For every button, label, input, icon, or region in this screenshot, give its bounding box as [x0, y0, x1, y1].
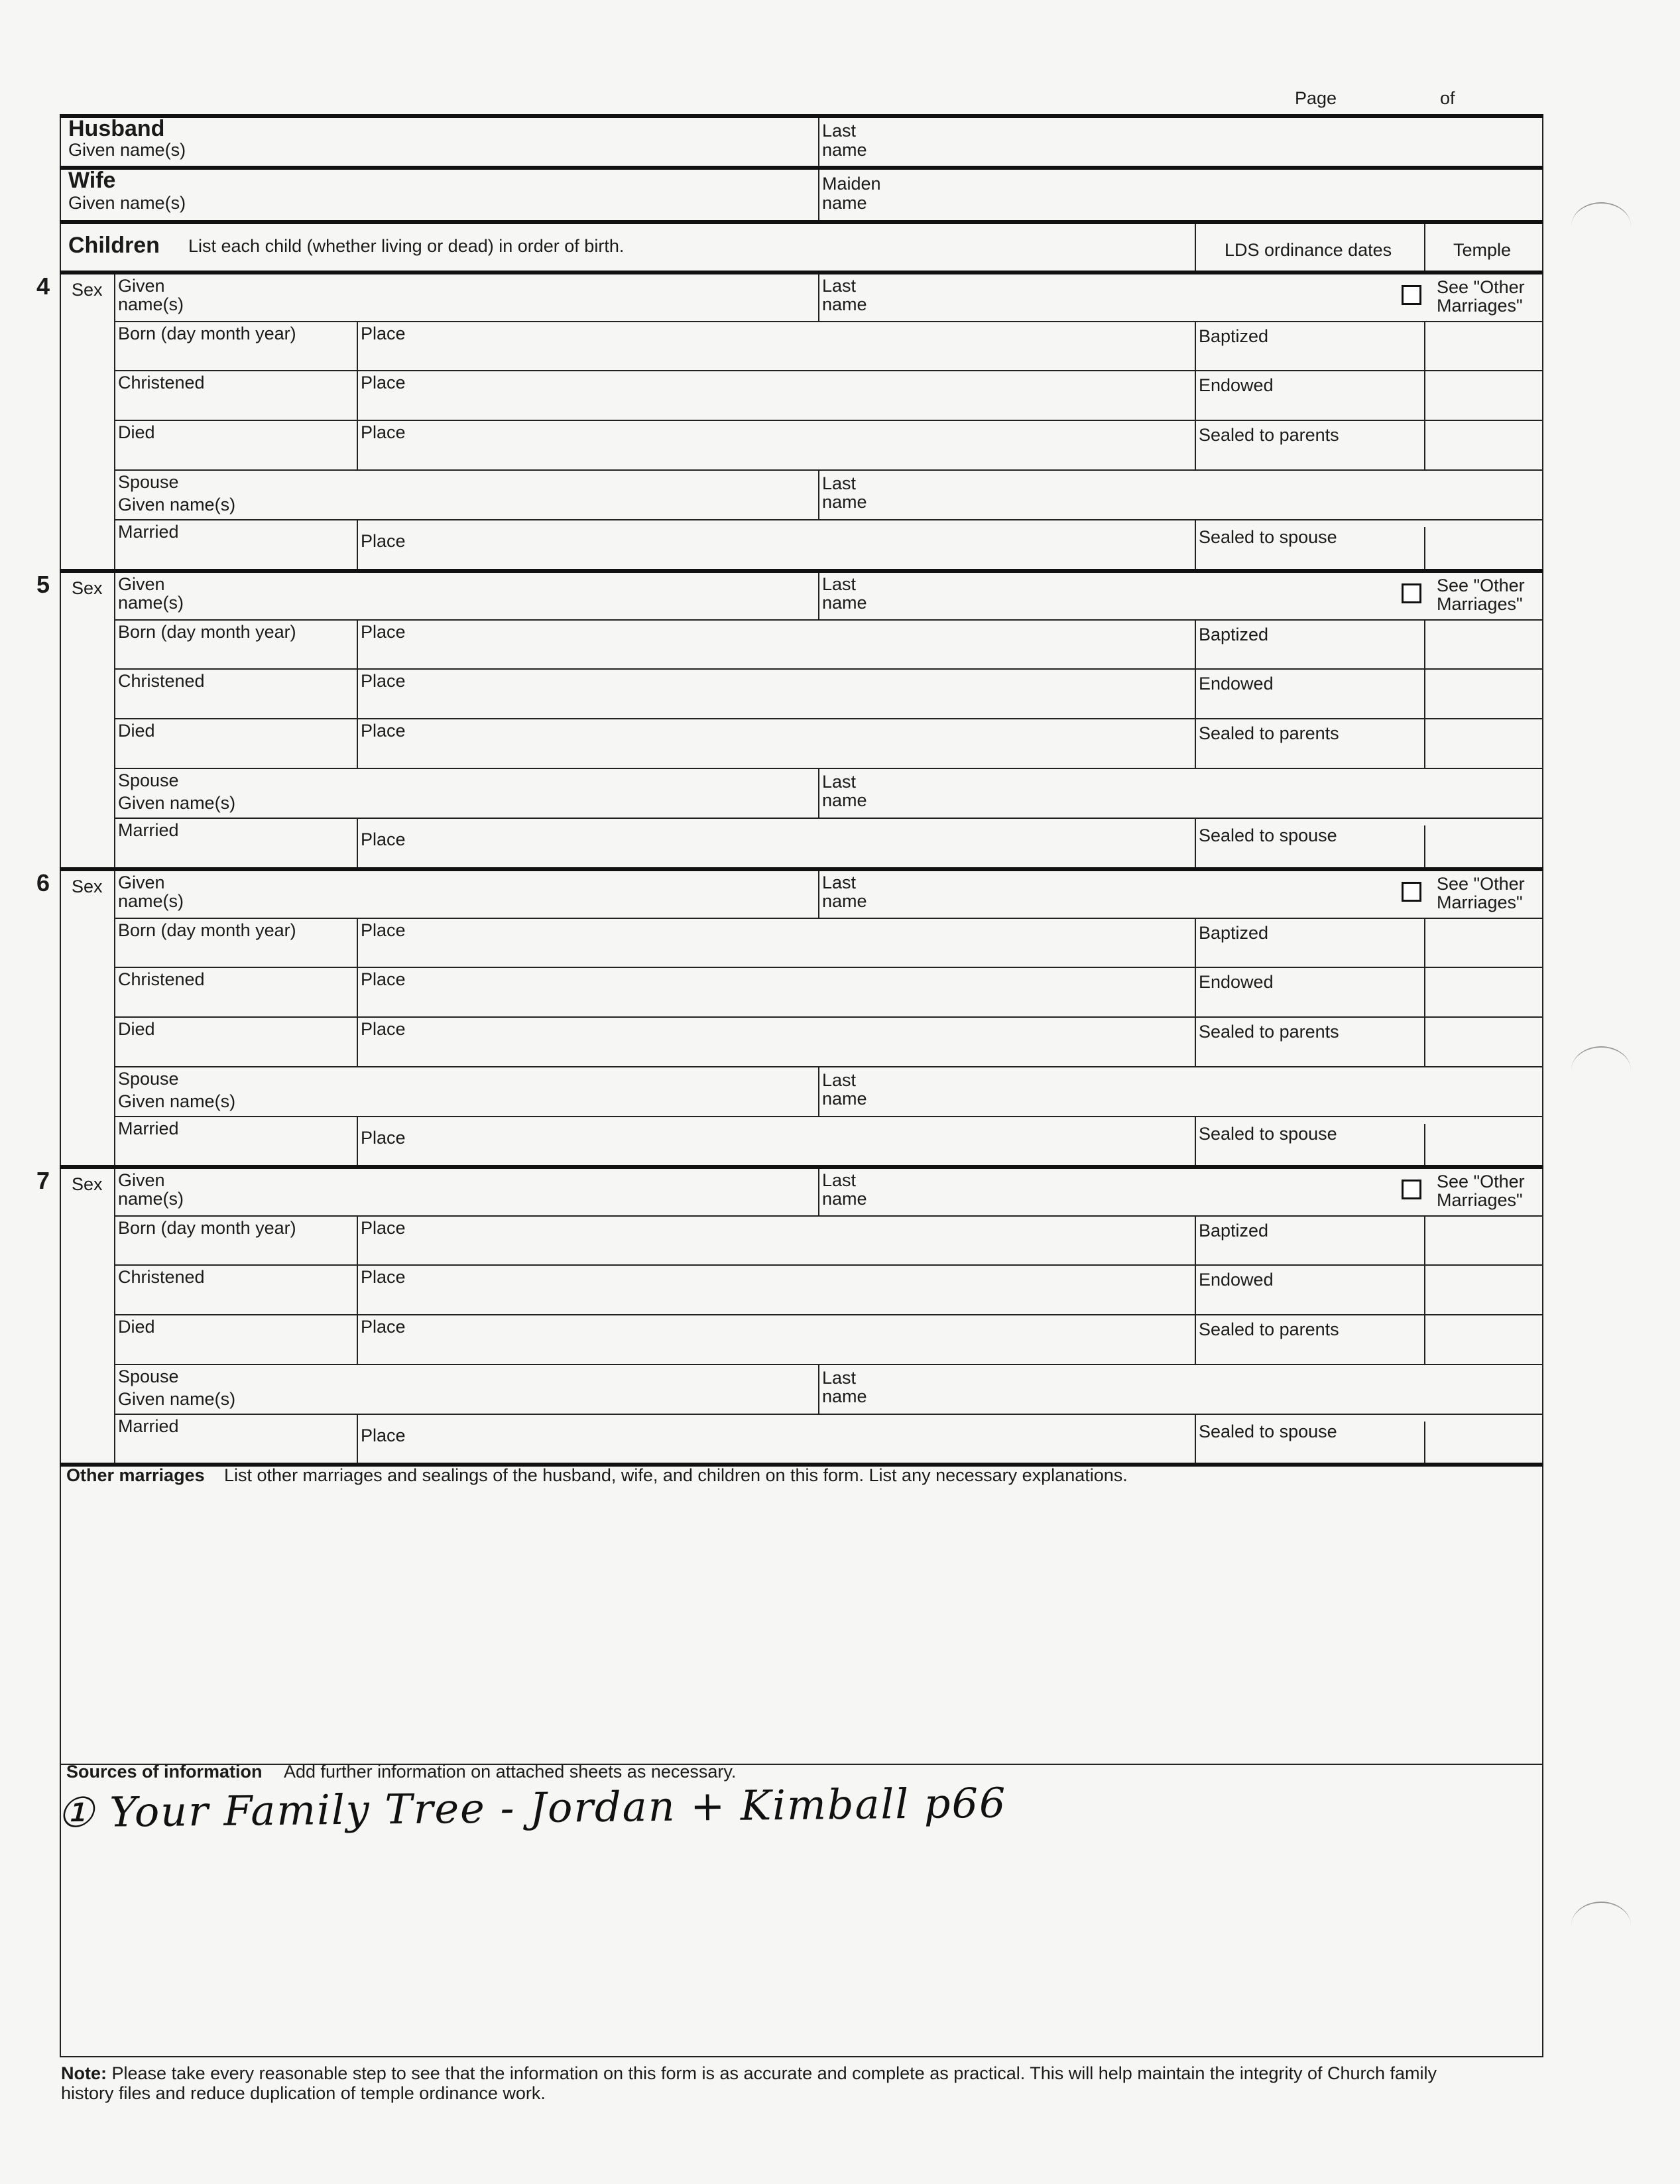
child-6-christened-ordinance-label: Endowed — [1199, 972, 1274, 992]
child-4-spouse-last-input[interactable] — [822, 471, 1541, 517]
child-4-born-divider — [357, 321, 358, 370]
child-4-christened-ord-divider — [1195, 370, 1196, 420]
child-6-see-other-checkbox[interactable] — [1402, 882, 1421, 902]
child-4-last-input[interactable] — [822, 274, 1399, 320]
child-5-christened-date-input[interactable] — [118, 691, 354, 717]
child-7-spouse-name-label: name — [822, 1386, 867, 1406]
child-5-sex-divider — [114, 573, 115, 867]
wife-given-input[interactable] — [70, 170, 815, 220]
child-4-sex-input[interactable] — [61, 304, 113, 568]
child-5-died-temple-input[interactable] — [1427, 719, 1541, 766]
child-6-sex-input[interactable] — [61, 900, 113, 1164]
child-7-born-temple-input[interactable] — [1427, 1217, 1541, 1263]
child-6-given-input[interactable] — [118, 871, 815, 916]
child-7-last-input[interactable] — [822, 1169, 1399, 1214]
child-4-born-place-input[interactable] — [361, 343, 1192, 369]
child-6-given-names-label: name(s) — [118, 891, 184, 911]
child-5-married-place-label: Place — [361, 829, 406, 849]
sources-rule — [60, 1764, 1543, 1765]
child-5-married-date-input[interactable] — [118, 840, 354, 865]
child-5-christened-place-input[interactable] — [361, 691, 1192, 717]
child-5-married-label: Married — [118, 820, 179, 840]
child-6-spouse-label: Spouse — [118, 1069, 179, 1089]
child-7-row-rule — [114, 1414, 1542, 1415]
child-4-died-ordinance-label: Sealed to parents — [1199, 425, 1339, 445]
child-7-born-temple-divider — [1424, 1215, 1425, 1264]
child-5-spouse-divider — [818, 768, 819, 818]
child-7-died-date-input[interactable] — [118, 1337, 354, 1363]
other-marriages-title: Other marriages — [66, 1465, 205, 1485]
lds-header: LDS ordinance dates — [1225, 240, 1392, 260]
child-7-christened-divider — [357, 1264, 358, 1314]
child-7-born-ordinance-input[interactable] — [1199, 1241, 1421, 1263]
child-5-christened-temple-divider — [1424, 668, 1425, 718]
child-5-given-input[interactable] — [118, 573, 815, 618]
child-7-christened-label: Christened — [118, 1267, 205, 1287]
child-7-married-date-input[interactable] — [118, 1436, 354, 1461]
child-5-died-ord-divider — [1195, 718, 1196, 768]
child-5-last-name-label: name — [822, 593, 867, 613]
child-6-christened-place-label: Place — [361, 969, 406, 989]
child-7-row-rule — [114, 1314, 1542, 1315]
child-6-sealed-spouse-input[interactable] — [1199, 1144, 1421, 1164]
child-5-born-date-input[interactable] — [118, 642, 354, 667]
child-7-sealed-spouse-input[interactable] — [1199, 1441, 1421, 1461]
child-4-died-label: Died — [118, 422, 155, 442]
child-7-given-divider — [818, 1169, 819, 1215]
child-6-number: 6 — [36, 869, 50, 896]
child-4-spouse-label: Spouse — [118, 472, 179, 492]
child-7-spouse-given-label: Given name(s) — [118, 1389, 236, 1409]
child-6-see-other-label-2: Marriages" — [1437, 892, 1523, 912]
child-5-christened-place-label: Place — [361, 671, 406, 691]
child-5-married-divider — [357, 818, 358, 867]
child-5-married-temple-input[interactable] — [1427, 827, 1541, 865]
temple-divider — [1424, 224, 1425, 271]
child-4-married-label: Married — [118, 522, 179, 542]
child-7-born-date-input[interactable] — [118, 1238, 354, 1263]
child-7-last-name-label: name — [822, 1189, 867, 1209]
child-6-row-rule — [114, 1116, 1542, 1117]
child-7-died-place-input[interactable] — [361, 1337, 1192, 1363]
child-5-born-ordinance-input[interactable] — [1199, 644, 1421, 667]
child-7-born-ordinance-label: Baptized — [1199, 1221, 1269, 1241]
child-4-sex-label: Sex — [72, 280, 103, 300]
child-7-spouse-divider — [818, 1364, 819, 1414]
child-5-row-rule — [114, 619, 1542, 621]
child-6-died-place-input[interactable] — [361, 1039, 1192, 1065]
other-marriages-instruction: List other marriages and sealings of the husband, wife, and children on this form. List any necessary explanations. — [224, 1465, 1128, 1485]
child-6-given-divider — [818, 871, 819, 918]
child-7-born-place-input[interactable] — [361, 1238, 1192, 1263]
child-5-died-temple-divider — [1424, 718, 1425, 768]
child-7-christened-temple-input[interactable] — [1427, 1266, 1541, 1313]
child-5-died-ordinance-input[interactable] — [1199, 743, 1421, 766]
child-6-sex-divider — [114, 871, 115, 1166]
child-5-died-place-input[interactable] — [361, 741, 1192, 766]
child-6-row-rule — [114, 967, 1542, 968]
child-6-married-temple-input[interactable] — [1427, 1125, 1541, 1164]
child-6-married-temple-divider — [1424, 1124, 1425, 1166]
child-7-see-other-checkbox[interactable] — [1402, 1180, 1421, 1199]
wife-given-label: Given name(s) — [68, 193, 186, 213]
child-4-spouse-last-label: Last — [822, 473, 857, 493]
child-6-christened-temple-divider — [1424, 967, 1425, 1016]
husband-last-input[interactable] — [822, 118, 1541, 164]
child-6-died-divider — [357, 1016, 358, 1066]
child-6-died-place-label: Place — [361, 1019, 406, 1039]
child-4-died-ordinance-input[interactable] — [1199, 445, 1421, 468]
child-7-died-label: Died — [118, 1317, 155, 1337]
child-5-born-temple-input[interactable] — [1427, 621, 1541, 667]
child-4-spouse-given-input[interactable] — [118, 471, 815, 517]
child-6-spouse-name-label: name — [822, 1089, 867, 1109]
child-7-married-label: Married — [118, 1416, 179, 1436]
child-5-christened-label: Christened — [118, 671, 205, 691]
child-6-spouse-given-input[interactable] — [118, 1067, 815, 1114]
child-4-sealed-spouse-label: Sealed to spouse — [1199, 527, 1337, 547]
child-6-died-ordinance-input[interactable] — [1199, 1042, 1421, 1065]
child-5-born-ordinance-label: Baptized — [1199, 625, 1269, 644]
child-6-born-place-input[interactable] — [361, 940, 1192, 965]
wife-label: Wife — [68, 168, 116, 193]
child-5-sealed-spouse-input[interactable] — [1199, 845, 1421, 865]
child-4-spouse-divider — [818, 469, 819, 519]
child-6-married-divider — [357, 1116, 358, 1166]
child-6-born-place-label: Place — [361, 920, 406, 940]
child-7-given-label: Given — [118, 1170, 165, 1190]
other-marriages-input[interactable] — [62, 1488, 1541, 1764]
child-6-born-date-input[interactable] — [118, 940, 354, 965]
child-7-christened-temple-divider — [1424, 1264, 1425, 1314]
child-7-christened-ordinance-input[interactable] — [1199, 1290, 1421, 1313]
child-4-christened-place-label: Place — [361, 373, 406, 393]
child-6-spouse-last-input[interactable] — [822, 1067, 1541, 1114]
child-4-married-temple-input[interactable] — [1427, 528, 1541, 567]
child-5-see-other-checkbox[interactable] — [1402, 583, 1421, 603]
child-5-last-label: Last — [822, 574, 857, 594]
child-6-christened-ord-divider — [1195, 967, 1196, 1016]
child-7-sex-input[interactable] — [61, 1198, 113, 1462]
husband-given-label: Given name(s) — [68, 140, 186, 160]
child-7-given-names-label: name(s) — [118, 1189, 184, 1209]
child-6-died-label: Died — [118, 1019, 155, 1039]
child-4-married-ord-divider — [1195, 519, 1196, 569]
child-6-last-label: Last — [822, 873, 857, 892]
child-5-born-ord-divider — [1195, 619, 1196, 668]
sources-title: Sources of information — [66, 1762, 263, 1782]
lds-divider — [1195, 224, 1196, 271]
child-7-born-place-label: Place — [361, 1218, 406, 1238]
wife-divider — [818, 170, 819, 220]
child-6-christened-label: Christened — [118, 969, 205, 989]
children-title: Children — [68, 233, 160, 258]
child-6-married-place-input[interactable] — [361, 1148, 1192, 1164]
child-5-married-ord-divider — [1195, 818, 1196, 867]
child-7-christened-date-input[interactable] — [118, 1287, 354, 1313]
child-5-died-place-label: Place — [361, 721, 406, 741]
child-5-born-divider — [357, 619, 358, 668]
child-5-died-divider — [357, 718, 358, 768]
child-7-christened-place-label: Place — [361, 1267, 406, 1287]
child-4-born-place-label: Place — [361, 324, 406, 343]
child-4-died-divider — [357, 420, 358, 469]
child-4-christened-ordinance-label: Endowed — [1199, 375, 1274, 395]
child-5-died-ordinance-label: Sealed to parents — [1199, 723, 1339, 743]
child-6-died-date-input[interactable] — [118, 1039, 354, 1065]
child-5-sex-label: Sex — [72, 578, 103, 598]
child-6-see-other-label-1: See "Other — [1437, 874, 1525, 894]
child-4-died-date-input[interactable] — [118, 442, 354, 468]
wife-name-label: name — [822, 193, 867, 213]
child-6-born-temple-input[interactable] — [1427, 919, 1541, 965]
child-5-see-other-label-1: See "Other — [1437, 576, 1525, 595]
child-4-born-date-input[interactable] — [118, 343, 354, 369]
husband-last-label: Last — [822, 121, 857, 141]
child-5-given-names-label: name(s) — [118, 593, 184, 613]
child-7-last-label: Last — [822, 1170, 857, 1190]
child-4-married-date-input[interactable] — [118, 542, 354, 567]
child-7-born-ord-divider — [1195, 1215, 1196, 1264]
note-label: Note: — [61, 2063, 107, 2083]
page-label: Page — [1295, 88, 1337, 108]
child-4-sealed-spouse-input[interactable] — [1199, 547, 1421, 567]
child-5-see-other-label-2: Marriages" — [1437, 594, 1523, 614]
child-7-died-temple-divider — [1424, 1314, 1425, 1364]
husband-divider — [818, 118, 819, 167]
child-7-sealed-spouse-label: Sealed to spouse — [1199, 1422, 1337, 1441]
child-4-sex-divider — [114, 274, 115, 569]
temple-header: Temple — [1453, 240, 1512, 260]
child-7-died-ordinance-input[interactable] — [1199, 1339, 1421, 1363]
child-4-christened-divider — [357, 370, 358, 420]
child-4-given-divider — [818, 274, 819, 321]
child-4-died-place-input[interactable] — [361, 442, 1192, 468]
note-text: Please take every reasonable step to see that the information on this form is as accurate and complete as practical. This will help maintain the integrity of Church family history files and reduce duplication of temple ordinance work. — [61, 2063, 1437, 2103]
child-6-spouse-given-label: Given name(s) — [118, 1091, 236, 1111]
child-7-married-place-input[interactable] — [361, 1445, 1192, 1461]
child-7-number: 7 — [36, 1167, 50, 1194]
child-7-sex-label: Sex — [72, 1174, 103, 1194]
child-5-christened-ordinance-input[interactable] — [1199, 694, 1421, 717]
child-6-married-label: Married — [118, 1119, 179, 1138]
child-4-married-temple-divider — [1424, 527, 1425, 569]
child-6-married-ord-divider — [1195, 1116, 1196, 1166]
child-7-born-divider — [357, 1215, 358, 1264]
child-5-christened-ordinance-label: Endowed — [1199, 674, 1274, 694]
child-4-number: 4 — [36, 273, 50, 300]
child-4-died-place-label: Place — [361, 422, 406, 442]
child-4-died-temple-input[interactable] — [1427, 421, 1541, 468]
child-4-born-ordinance-input[interactable] — [1199, 346, 1421, 369]
child-5-row-rule — [114, 718, 1542, 719]
child-6-died-ord-divider — [1195, 1016, 1196, 1066]
child-6-christened-temple-input[interactable] — [1427, 968, 1541, 1015]
child-4-married-place-label: Place — [361, 531, 406, 551]
child-6-christened-ordinance-input[interactable] — [1199, 992, 1421, 1015]
child-7-christened-place-input[interactable] — [361, 1287, 1192, 1313]
child-6-died-temple-divider — [1424, 1016, 1425, 1066]
child-4-born-ord-divider — [1195, 321, 1196, 370]
sources-handwritten-entry[interactable]: ① Your Family Tree - Jordan + Kimball p66 — [56, 1778, 1007, 1837]
child-4-born-label: Born (day month year) — [118, 324, 296, 343]
child-4-christened-place-input[interactable] — [361, 393, 1192, 418]
child-5-spouse-last-input[interactable] — [822, 769, 1541, 816]
child-6-spouse-divider — [818, 1066, 819, 1116]
child-7-spouse-given-input[interactable] — [118, 1365, 815, 1412]
sources-input[interactable] — [62, 1784, 1541, 2055]
child-5-died-date-input[interactable] — [118, 741, 354, 766]
child-4-born-temple-input[interactable] — [1427, 322, 1541, 369]
child-5-spouse-label: Spouse — [118, 770, 179, 790]
child-5-spouse-given-label: Given name(s) — [118, 793, 236, 813]
child-7-died-temple-input[interactable] — [1427, 1315, 1541, 1363]
child-4-spouse-given-label: Given name(s) — [118, 495, 236, 515]
child-4-died-ord-divider — [1195, 420, 1196, 469]
child-4-married-place-input[interactable] — [361, 551, 1192, 567]
child-6-last-name-label: name — [822, 891, 867, 911]
child-4-row-rule — [114, 420, 1542, 421]
child-5-born-place-input[interactable] — [361, 642, 1192, 667]
child-5-spouse-name-label: name — [822, 790, 867, 810]
child-4-given-names-label: name(s) — [118, 294, 184, 314]
child-5-married-place-input[interactable] — [361, 849, 1192, 865]
child-4-born-ordinance-label: Baptized — [1199, 326, 1269, 346]
child-4-given-label: Given — [118, 276, 165, 296]
children-rule — [60, 220, 1543, 224]
child-7-sex-divider — [114, 1169, 115, 1463]
child-4-see-other-label-1: See "Other — [1437, 277, 1525, 297]
child-7-died-place-label: Place — [361, 1317, 406, 1337]
child-6-last-input[interactable] — [822, 871, 1399, 916]
child-7-married-temple-divider — [1424, 1422, 1425, 1463]
husband-given-input[interactable] — [70, 118, 815, 164]
child-6-row-rule — [114, 918, 1542, 919]
husband-label: Husband — [68, 116, 165, 141]
child-7-spouse-last-label: Last — [822, 1368, 857, 1388]
child-7-married-temple-input[interactable] — [1427, 1423, 1541, 1461]
children-instruction: List each child (whether living or dead) in order of birth. — [188, 236, 625, 256]
child-7-row-rule — [114, 1215, 1542, 1217]
child-7-spouse-last-input[interactable] — [822, 1365, 1541, 1412]
husband-name-label: name — [822, 140, 867, 160]
child-7-married-divider — [357, 1414, 358, 1463]
child-5-given-label: Given — [118, 574, 165, 594]
child-5-spouse-given-input[interactable] — [118, 769, 815, 816]
child-5-last-input[interactable] — [822, 573, 1399, 618]
child-7-died-divider — [357, 1314, 358, 1364]
child-6-married-date-input[interactable] — [118, 1138, 354, 1164]
child-4-see-other-label-2: Marriages" — [1437, 296, 1523, 316]
page-of-label: of — [1440, 88, 1455, 108]
child-6-died-ordinance-label: Sealed to parents — [1199, 1022, 1339, 1042]
child-6-row-rule — [114, 1016, 1542, 1018]
child-6-christened-place-input[interactable] — [361, 989, 1192, 1015]
child-6-born-ordinance-label: Baptized — [1199, 923, 1269, 943]
child-6-born-temple-divider — [1424, 918, 1425, 967]
child-6-died-temple-input[interactable] — [1427, 1018, 1541, 1065]
child-7-row-rule — [114, 1264, 1542, 1266]
child-5-number: 5 — [36, 571, 50, 598]
child-5-born-place-label: Place — [361, 622, 406, 642]
child-5-sealed-spouse-label: Sealed to spouse — [1199, 825, 1337, 845]
child-7-spouse-label: Spouse — [118, 1366, 179, 1386]
child-6-born-ordinance-input[interactable] — [1199, 943, 1421, 965]
child-4-christened-label: Christened — [118, 373, 205, 393]
child-6-born-divider — [357, 918, 358, 967]
child-7-see-other-label-1: See "Other — [1437, 1172, 1525, 1191]
child-4-christened-temple-divider — [1424, 370, 1425, 420]
child-6-sex-label: Sex — [72, 877, 103, 896]
child-7-christened-ord-divider — [1195, 1264, 1196, 1314]
child-6-christened-divider — [357, 967, 358, 1016]
child-7-married-place-label: Place — [361, 1426, 406, 1445]
child-5-row-rule — [114, 668, 1542, 670]
child-4-christened-ordinance-input[interactable] — [1199, 395, 1421, 418]
child-6-born-ord-divider — [1195, 918, 1196, 967]
child-4-row-rule — [114, 370, 1542, 371]
footer-note — [61, 2063, 1480, 2103]
child-7-died-ordinance-label: Sealed to parents — [1199, 1319, 1339, 1339]
child-5-christened-ord-divider — [1195, 668, 1196, 718]
child-5-sex-input[interactable] — [61, 602, 113, 866]
child-7-died-ord-divider — [1195, 1314, 1196, 1364]
child-4-died-temple-divider — [1424, 420, 1425, 469]
child-5-born-temple-divider — [1424, 619, 1425, 668]
child-5-row-rule — [114, 818, 1542, 819]
child-4-see-other-checkbox[interactable] — [1402, 285, 1421, 305]
child-7-married-ord-divider — [1195, 1414, 1196, 1463]
child-6-born-label: Born (day month year) — [118, 920, 296, 940]
child-6-spouse-last-label: Last — [822, 1070, 857, 1090]
child-5-died-label: Died — [118, 721, 155, 741]
child-7-christened-ordinance-label: Endowed — [1199, 1270, 1274, 1290]
child-5-christened-temple-input[interactable] — [1427, 670, 1541, 717]
child-4-given-input[interactable] — [118, 274, 815, 320]
sources-bottom-rule — [60, 2056, 1543, 2057]
child-4-married-divider — [357, 519, 358, 569]
form-right-border — [1542, 114, 1543, 2057]
child-4-christened-temple-input[interactable] — [1427, 371, 1541, 418]
wife-maiden-input[interactable] — [822, 170, 1541, 220]
child-4-row-rule — [114, 321, 1542, 322]
sources-instruction: Add further information on attached sheets as necessary. — [284, 1762, 737, 1782]
child-6-married-place-label: Place — [361, 1128, 406, 1148]
child-4-last-label: Last — [822, 276, 857, 296]
child-4-born-temple-divider — [1424, 321, 1425, 370]
child-5-spouse-last-label: Last — [822, 772, 857, 792]
child-5-married-temple-divider — [1424, 825, 1425, 867]
child-4-christened-date-input[interactable] — [118, 393, 354, 418]
wife-maiden-label: Maiden — [822, 174, 881, 194]
child-4-spouse-name-label: name — [822, 492, 867, 512]
child-4-last-name-label: name — [822, 294, 867, 314]
child-4-row-rule — [114, 519, 1542, 520]
child-7-born-label: Born (day month year) — [118, 1218, 296, 1238]
child-5-christened-divider — [357, 668, 358, 718]
child-6-christened-date-input[interactable] — [118, 989, 354, 1015]
child-7-given-input[interactable] — [118, 1169, 815, 1214]
child-7-see-other-label-2: Marriages" — [1437, 1190, 1523, 1210]
child-6-sealed-spouse-label: Sealed to spouse — [1199, 1124, 1337, 1144]
child-5-given-divider — [818, 573, 819, 619]
child-6-given-label: Given — [118, 873, 165, 892]
child-5-born-label: Born (day month year) — [118, 622, 296, 642]
